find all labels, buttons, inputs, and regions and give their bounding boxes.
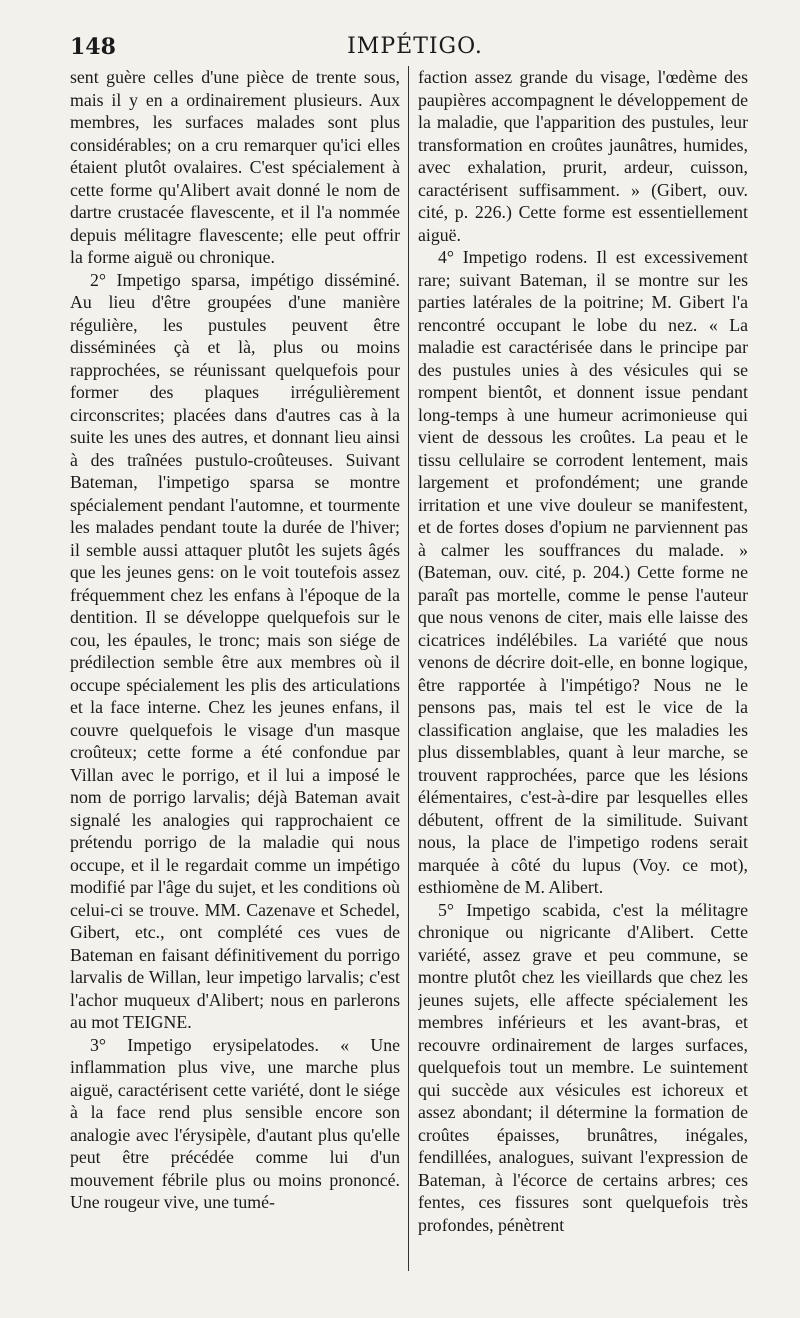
running-title: IMPÉTIGO. [347, 34, 483, 59]
column-divider [408, 66, 409, 1271]
right-column [418, 66, 748, 1271]
paragraph: 3° Impetigo erysipelatodes. « Une inflammation plus vive, une marche plus aiguë, caractérisent cette variété, dont le siége à la face rend plus sensible encore son analogie avec l'érysipèle, d'autant plus qu'elle peut être précédée comme lui d'un mouvement fébrile plus ou moins prononcé. Une rougeur vive, une tumé- [70, 1034, 400, 1212]
paragraph: faction assez grande du visage, l'œdème des paupières accompagnent le développement de la maladie, que l'apparition des pustules, leur transformation en croûtes jaunâtres, humides, avec exhalation, prurit, ardeur, cuisson, caractérisent suffisamment. » (Gibert, ouv. cité, p. 226.) Cette forme est essentiellement aiguë. [418, 67, 748, 245]
left-column [70, 66, 400, 1271]
page-header [70, 34, 760, 66]
paragraph: 2° Impetigo sparsa, impétigo disséminé. Au lieu d'être groupées d'une manière régulière, les pustules peuvent être disséminées çà et là, plus ou moins rapprochées, se réunissant quelquefois pour former des plaques irrégulièrement circonscrites; placées dans d'autres cas à la suite les unes des autres, et donnant lieu ainsi à des traînées pustulo-croûteuses. Suivant Bateman, l'impetigo sparsa se montre spécialement pendant l'automne, et tourmente les malades pendant toute la durée de l'hiver; il semble aussi attaquer plutôt les sujets âgés que les jeunes gens: on le voit toutefois assez fréquemment chez les enfans à l'époque de la dentition. Il se développe quelquefois sur le cou, les épaules, le tronc; mais son siége de prédilection semble être aux membres où il occupe spécialement les plis des articulations et la face interne. Chez les jeunes enfans, il couvre quelquefois le visage d'un masque croûteux; cette forme a été confondue par Villan avec le porrigo, et il lui a imposé le nom de porrigo larvalis; déjà Bateman avait signalé les analogies qui rapprochaient ce prétendu porrigo de la maladie qui nous occupe, et il le regardait comme un impétigo modifié par l'âge du sujet, et les conditions où celui-ci se trouve. MM. Cazenave et Schedel, Gibert, etc., ont complété ces vues de Bateman en faisant définitivement du porrigo larvalis de Willan, leur impetigo larvalis; c'est l'achor muqueux d'Alibert; nous en parlerons au mot TEIGNE. [70, 269, 400, 1032]
paragraph: 4° Impetigo rodens. Il est excessivement rare; suivant Bateman, il se montre sur les parties latérales de la poitrine; M. Gibert l'a rencontré occupant le lobe du nez. « La maladie est caractérisée dans le principe par des pustules unies à des vésicules qui se rompent bientôt, et donnent issue pendant long-temps à une humeur acrimonieuse qui vient de dessous les croûtes. La peau et le tissu cellulaire se corrodent lentement, mais largement et profondément; une grande irritation et une vive douleur se manifestent, et de fortes doses d'opium ne parviennent pas à calmer les souffrances du malade. » (Bateman, ouv. cité, p. 204.) Cette forme ne paraît pas mortelle, comme le pense l'auteur que nous venons de citer, mais elle laisse des cicatrices indélébiles. La variété que nous venons de décrire doit-elle, en bonne logique, être rapportée à l'impétigo? Nous ne le pensons pas, mais tel est le vice de la classification anglaise, que les maladies les plus dissemblables, quant à leur marche, se trouvent rapprochées, parce que les lésions élémentaires, c'est-à-dire par lesquelles elles débutent, offrent de la similitude. Suivant nous, la place de l'impetigo rodens serait marquée à côté du lupus (Voy. ce mot), esthiomène de M. Alibert. [418, 247, 748, 897]
page-number: 148 [70, 34, 116, 60]
paragraph: 5° Impetigo scabida, c'est la mélitagre chronique ou nigricante d'Alibert. Cette variété, assez grave et peu commune, se montre plutôt chez les vieillards que chez les jeunes sujets, elle affecte spécialement les membres inférieurs et les avant-bras, et recouvre ordinairement de larges surfaces, quelquefois tout un membre. Le suintement qui succède aux vésicules est ichoreux et assez abondant; il détermine la formation de croûtes épaisses, brunâtres, inégales, fendillées, analogues, suivant l'expression de Bateman, à l'écorce de certains arbres; ces fentes, ces fissures sont quelquefois très profondes, pénètrent [418, 899, 748, 1235]
paragraph: sent guère celles d'une pièce de trente sous, mais il y en a ordinairement plusieurs. Aux membres, les surfaces malades sont plus considérables; on a cru remarquer qu'ici elles étaient plutôt ovalaires. C'est spécialement à cette forme qu'Alibert avait donné le nom de dartre crustacée flavescente, et il l'a nommée depuis mélitagre flavescente; elle peut offrir la forme aiguë ou chronique. [70, 67, 400, 267]
